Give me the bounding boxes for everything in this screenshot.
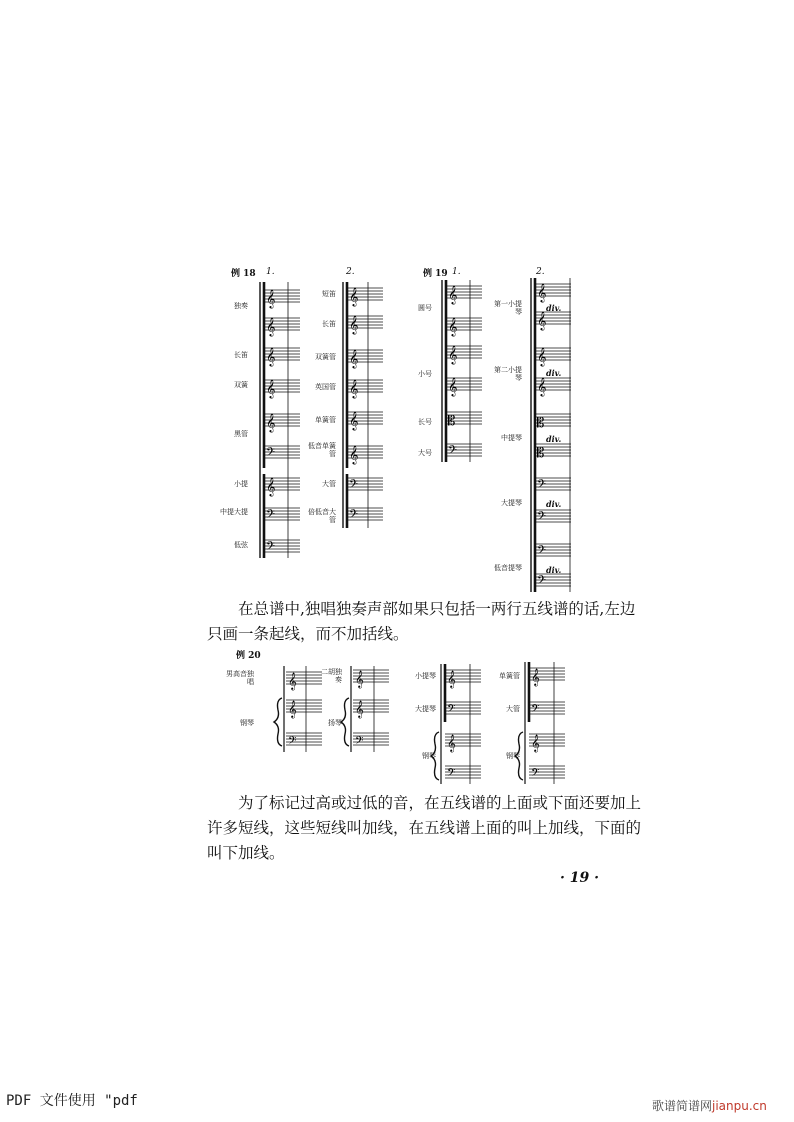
instrument-label: 钢琴 <box>506 752 520 760</box>
example-18-num-2: 2. <box>346 267 355 277</box>
paragraph-line: 只画一条起线，而不加括线。 <box>207 625 409 643</box>
instrument-label: 中提大提 <box>220 508 248 516</box>
divisi-mark: div. <box>546 434 562 444</box>
svg-text:𝄢: 𝄢 <box>447 767 456 782</box>
instrument-label: 倍低音大管 <box>308 508 336 524</box>
instrument-label: 第一小提琴 <box>494 300 522 316</box>
svg-text:𝄞: 𝄞 <box>266 379 276 398</box>
footer-pdf-note: PDF 文件使用 "pdf <box>6 1093 138 1109</box>
svg-text:𝄞: 𝄞 <box>349 349 359 368</box>
example-19-num-2: 2. <box>536 267 545 277</box>
instrument-label: 大提琴 <box>501 499 522 507</box>
svg-text:𝄢: 𝄢 <box>349 508 359 524</box>
svg-text:𝄢: 𝄢 <box>266 540 276 556</box>
svg-text:𝄞: 𝄞 <box>288 672 297 690</box>
svg-text:𝄞: 𝄞 <box>355 670 364 688</box>
svg-text:𝄞: 𝄞 <box>448 317 458 336</box>
example-18-num-1: 1. <box>266 267 275 277</box>
instrument-label: 第二小提琴 <box>494 366 522 382</box>
svg-text:𝄞: 𝄞 <box>349 287 359 306</box>
instrument-label: 长号 <box>418 418 432 426</box>
svg-text:𝄞: 𝄞 <box>288 700 297 718</box>
instrument-label: 钢琴 <box>240 719 254 727</box>
svg-text:𝄞: 𝄞 <box>266 347 276 366</box>
svg-text:𝄞: 𝄞 <box>349 411 359 430</box>
svg-text:𝄢: 𝄢 <box>537 574 547 590</box>
svg-text:𝄢: 𝄢 <box>266 446 276 462</box>
svg-text:𝄞: 𝄞 <box>531 734 540 752</box>
instrument-label: 单簧管 <box>499 672 520 680</box>
svg-text:𝄡: 𝄡 <box>537 446 545 461</box>
paragraph-line: 为了标记过高或过低的音，在五线谱的上面或下面还要加上 <box>238 794 642 812</box>
svg-text:𝄢: 𝄢 <box>288 735 297 750</box>
svg-text:𝄞: 𝄞 <box>349 379 359 398</box>
instrument-label: 小提 <box>234 480 248 488</box>
svg-text:𝄞: 𝄞 <box>537 311 547 330</box>
instrument-label: 小提琴 <box>415 672 436 680</box>
score-system-ex19-2 <box>531 278 571 592</box>
instrument-label: 大号 <box>418 449 432 457</box>
page-number: · 19 · <box>560 870 599 886</box>
divisi-mark: div. <box>546 303 562 313</box>
svg-text:𝄢: 𝄢 <box>531 703 540 718</box>
instrument-label: 大提琴 <box>415 705 436 713</box>
svg-text:𝄢: 𝄢 <box>447 703 456 718</box>
svg-text:𝄞: 𝄞 <box>266 289 276 308</box>
divisi-mark: div. <box>546 565 562 575</box>
svg-text:𝄞: 𝄞 <box>448 377 458 396</box>
instrument-label: 长笛 <box>322 320 336 328</box>
score-system-ex20-3 <box>431 664 481 784</box>
paragraph-line: 在总谱中,独唱独奏声部如果只包括一两行五线谱的话,左边 <box>238 600 636 618</box>
instrument-label: 小号 <box>418 370 432 378</box>
instrument-label: 大管 <box>506 705 520 713</box>
svg-text:𝄡: 𝄡 <box>537 416 545 431</box>
instrument-label: 长笛 <box>234 351 248 359</box>
svg-text:𝄞: 𝄞 <box>537 347 547 366</box>
instrument-label: 大管 <box>322 480 336 488</box>
svg-text:𝄞: 𝄞 <box>266 317 276 336</box>
svg-text:𝄡: 𝄡 <box>448 414 456 429</box>
instrument-label: 双簧管 <box>315 353 336 361</box>
svg-text:𝄢: 𝄢 <box>266 508 276 524</box>
svg-text:𝄢: 𝄢 <box>448 444 458 460</box>
svg-text:𝄢: 𝄢 <box>537 510 547 526</box>
svg-text:𝄞: 𝄞 <box>537 377 547 396</box>
instrument-label: 低弦 <box>234 541 248 549</box>
svg-text:𝄢: 𝄢 <box>355 735 364 750</box>
svg-text:𝄢: 𝄢 <box>537 478 547 494</box>
instrument-label: 低音提琴 <box>494 564 522 572</box>
score-system-ex19-1 <box>442 280 482 462</box>
svg-text:𝄞: 𝄞 <box>349 445 359 464</box>
footer-site-name: 歌谱简谱网 <box>652 1099 713 1113</box>
divisi-mark: div. <box>546 368 562 378</box>
instrument-label: 低音单簧管 <box>308 442 336 458</box>
instrument-label: 钢琴 <box>422 752 436 760</box>
score-system-ex18-1 <box>260 282 300 558</box>
svg-text:𝄞: 𝄞 <box>448 285 458 304</box>
instrument-label: 短笛 <box>322 290 336 298</box>
svg-text:𝄢: 𝄢 <box>537 544 547 560</box>
score-system-ex20-1 <box>274 666 322 752</box>
svg-text:𝄞: 𝄞 <box>537 283 547 302</box>
score-system-ex20-4 <box>515 662 565 784</box>
footer-watermark <box>652 1097 767 1114</box>
score-system-ex20-2 <box>341 666 389 752</box>
svg-text:𝄞: 𝄞 <box>266 413 276 432</box>
example-18-title: 例 18 <box>231 269 256 279</box>
footer-site-domain: jianpu.cn <box>712 1099 767 1113</box>
instrument-label: 圆号 <box>418 304 432 312</box>
score-system-ex18-2 <box>343 282 383 528</box>
svg-text:𝄞: 𝄞 <box>447 670 456 688</box>
svg-text:𝄢: 𝄢 <box>349 478 359 494</box>
instrument-label: 二胡独奏 <box>321 668 342 684</box>
example-19-num-1: 1. <box>452 267 461 277</box>
svg-text:𝄞: 𝄞 <box>355 700 364 718</box>
instrument-label: 扬琴 <box>328 719 342 727</box>
instrument-label: 男高音独唱 <box>226 670 254 686</box>
instrument-label: 中提琴 <box>501 434 522 442</box>
example-19-title: 例 19 <box>423 269 448 279</box>
instrument-label: 双簧 <box>234 381 248 389</box>
instrument-label: 单簧管 <box>315 416 336 424</box>
svg-text:𝄞: 𝄞 <box>448 345 458 364</box>
paragraph-line: 叫下加线。 <box>207 844 285 862</box>
svg-text:𝄢: 𝄢 <box>531 767 540 782</box>
svg-text:𝄞: 𝄞 <box>266 477 276 496</box>
instrument-label: 英国管 <box>315 383 336 391</box>
svg-text:𝄞: 𝄞 <box>531 668 540 686</box>
svg-text:𝄞: 𝄞 <box>447 734 456 752</box>
svg-text:𝄞: 𝄞 <box>349 315 359 334</box>
divisi-mark: div. <box>546 499 562 509</box>
paragraph-line: 许多短线，这些短线叫加线，在五线谱上面的叫上加线，下面的 <box>207 819 642 837</box>
instrument-label: 黑管 <box>234 430 248 438</box>
instrument-label: 独奏 <box>234 302 248 310</box>
example-20-title: 例 20 <box>236 651 261 661</box>
